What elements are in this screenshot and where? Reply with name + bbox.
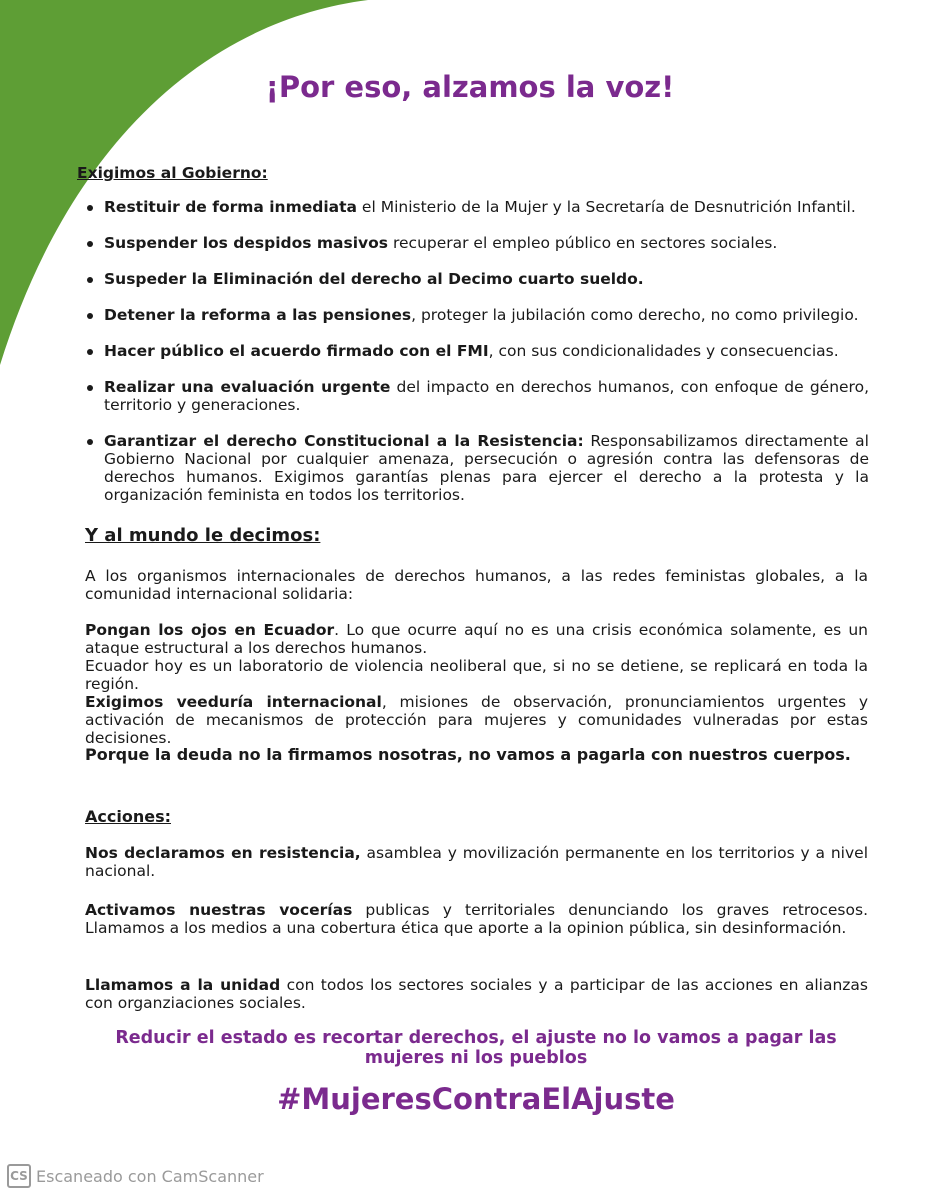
camscanner-watermark xyxy=(7,1164,264,1188)
closing-slogan: Reducir el estado es recortar derechos, el ajuste no lo vamos a pagar las mujeres ni los pueblos xyxy=(115,1028,837,1068)
camscanner-logo-icon: CS xyxy=(7,1164,31,1188)
action-paragraph: Nos declaramos en resistencia, asamblea y movilización permanente en los territorios y a nivel nacional. xyxy=(85,844,868,880)
list-item: Suspender los despidos masivos recuperar el empleo público en sectores sociales. xyxy=(82,234,869,252)
world-paragraph: Ecuador hoy es un laboratorio de violencia neoliberal que, si no se detiene, se replicará en toda la región. xyxy=(85,657,868,693)
section-heading-government: Exigimos al Gobierno: xyxy=(77,164,268,182)
demands-list xyxy=(82,198,869,504)
section-heading-actions: Acciones: xyxy=(85,807,171,826)
hashtag: #MujeresContraElAjuste xyxy=(277,1082,675,1116)
watermark-text: Escaneado con CamScanner xyxy=(36,1166,264,1186)
statement: Porque la deuda no la firmamos nosotras, no vamos a pagarla con nuestros cuerpos. xyxy=(85,745,851,764)
section-heading-world: Y al mundo le decimos: xyxy=(85,525,321,546)
page-title: ¡Por eso, alzamos la voz! xyxy=(265,70,675,104)
world-intro: A los organismos internacionales de derechos humanos, a las redes feministas globales, a la comunidad internacional solidaria: xyxy=(85,567,868,603)
list-item: Restituir de forma inmediata el Ministerio de la Mujer y la Secretaría de Desnutrición Infantil. xyxy=(82,198,869,216)
world-paragraph: Exigimos veeduría internacional, misiones de observación, pronunciamientos urgentes y activación de mecanismos de protección para mujeres y comunidades vulneradas por estas decisiones. xyxy=(85,693,868,747)
list-item: Hacer público el acuerdo firmado con el FMI, con sus condicionalidades y consecuencias. xyxy=(82,342,869,360)
list-item: Detener la reforma a las pensiones, proteger la jubilación como derecho, no como privilegio. xyxy=(82,306,869,324)
world-paragraph: Pongan los ojos en Ecuador. Lo que ocurre aquí no es una crisis económica solamente, es un ataque estructural a los derechos humanos. xyxy=(85,621,868,657)
action-paragraph: Llamamos a la unidad con todos los sectores sociales y a participar de las acciones en alianzas con organziaciones sociales. xyxy=(85,976,869,1012)
action-paragraph: Activamos nuestras vocerías publicas y territoriales denunciando los graves retrocesos. Llamamos a los medios a una cobertura ética que aporte a la opinion pública, sin desinformación. xyxy=(85,901,868,937)
list-item: Realizar una evaluación urgente del impacto en derechos humanos, con enfoque de género, territorio y generaciones. xyxy=(82,378,869,414)
list-item: Garantizar el derecho Constitucional a la Resistencia: Responsabilizamos directamente al Gobierno Nacional por cualquier amenaza, persecución o agresión contra las defensoras de derechos humanos. Exigimos garantías plenas para ejercer el derecho a la protesta y la organización feminista en todos los territorios. xyxy=(82,432,869,504)
list-item: Suspeder la Eliminación del derecho al Decimo cuarto sueldo. xyxy=(82,270,869,288)
